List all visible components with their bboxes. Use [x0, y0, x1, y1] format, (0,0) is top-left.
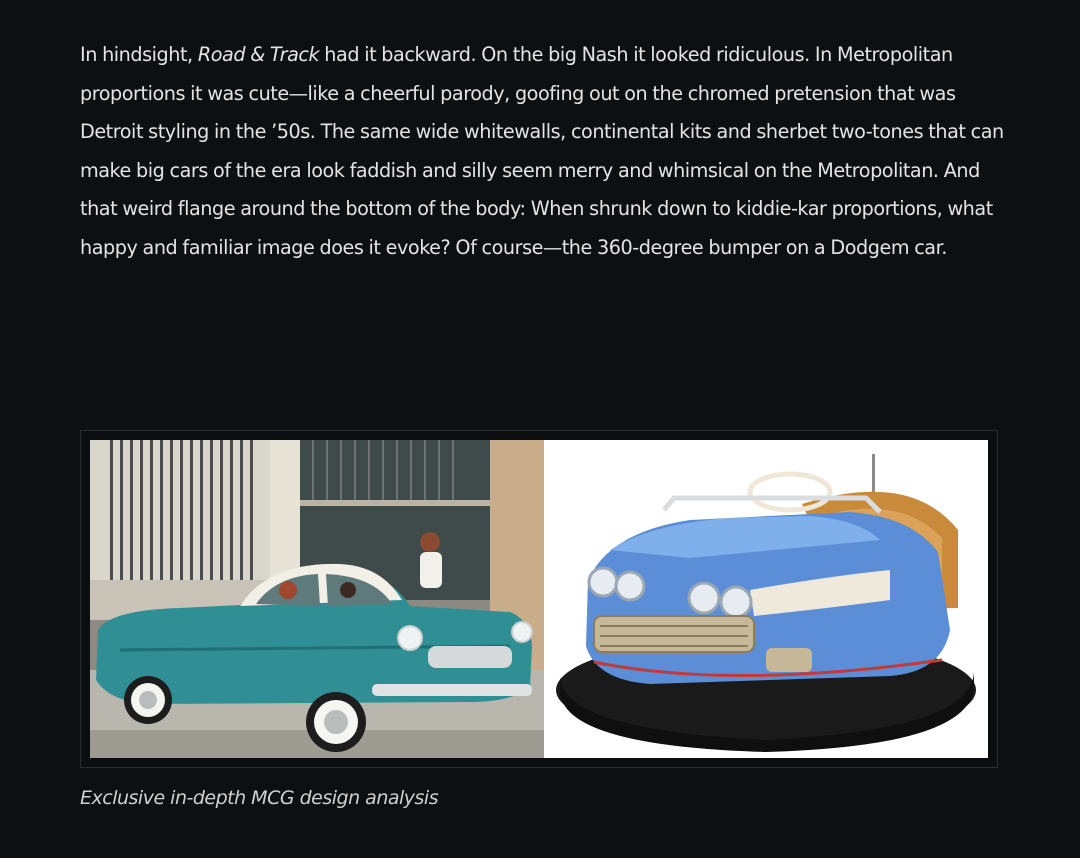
paragraph-text-start: In hindsight, — [80, 43, 198, 66]
comparison-image — [90, 440, 988, 758]
magazine-title: Road & Track — [197, 43, 320, 66]
dodgem-bumper-car-photo — [544, 440, 988, 758]
article-paragraph — [80, 36, 1010, 267]
paragraph-text-rest: had it backward. On the big Nash it looked ridiculous. In Metropolitan proportions it was cute—like a cheerful parody, goofing out on the chromed pretension that was Detroit styling in the ’50s. The same wide whitewalls, continental kits and sherbet two-tones that can make big cars of the era look faddish and silly seem merry and whimsical on the Metropolitan. And that weird flange around the bottom of the body: When shrunk down to kiddie-kar proportions, what happy and familiar image does it evoke? Of course—the 360-degree bumper on a Dodgem car. — [80, 43, 1004, 259]
figure-caption: Exclusive in-depth MCG design analysis — [80, 787, 439, 809]
article-figure — [80, 430, 998, 768]
nash-metropolitan-photo — [90, 440, 544, 758]
